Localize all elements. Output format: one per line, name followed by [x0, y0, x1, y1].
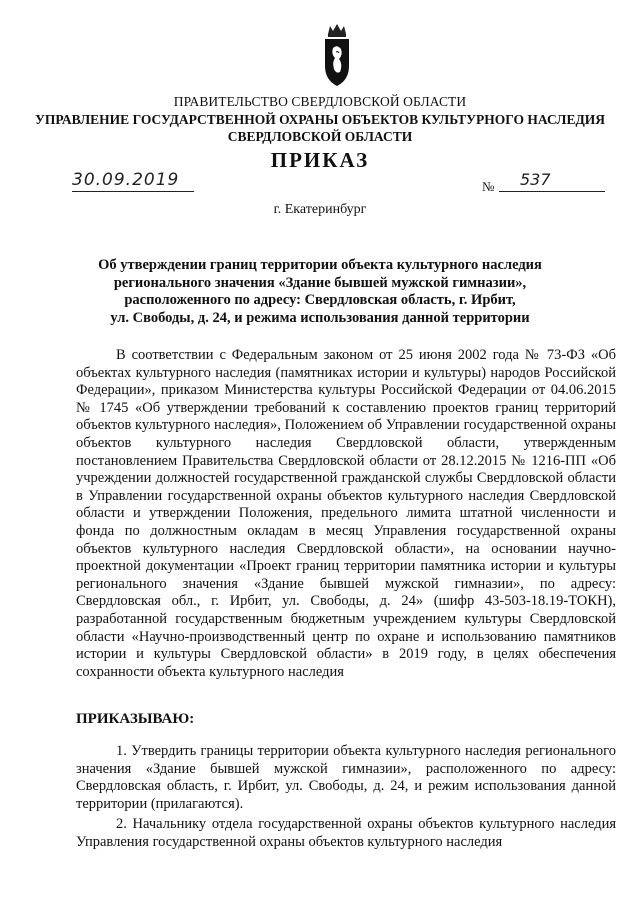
subject-line-2: регионального значения «Здание бывшей мужской гимназии», [113, 274, 527, 291]
department-line-1: УПРАВЛЕНИЕ ГОСУДАРСТВЕННОЙ ОХРАНЫ ОБЪЕКТОВ КУЛЬТУРНОГО НАСЛЕДИЯ [34, 112, 606, 127]
preamble-paragraph: В соответствии с Федеральным законом от 25 июня 2002 года № 73-ФЗ «Об объектах культурного наследия (памятниках истории и культуры) народов Российской Федерации», приказом Министерства культуры Российской Федерации от 04.06.2015 № 1745 «Об утверждении требований к составлению проектов границ территорий объектов культурного наследия», Положением об Управлении государственной охраны объектов культурного наследия Свердловской области, утвержденным постановлением Правительства Свердловской области от 28.12.2015 № 1216-ПП «Об учреждении должностей государственной гражданской службы Свердловской области в Управлении государственной охраны объектов культурного наследия Свердловской области и утверждении Положения, предельного лимита штатной численности и фонда по должностным окладам в месяц Управления государственной охраны объектов культурного наследия Свердловской области», на основании научно-проектной документации «Проект границ территории памятника истории и культуры регионального значения «Здание бывшей мужской гимназии», по адресу: Свердловская обл., г. Ирбит, ул. Свободы, д. 24» (шифр 43-503-18.19-ТОКН), разработанной государственным бюджетным учреждением культуры Свердловской области «Научно-производственный центр по охране и использованию памятников истории и культуры Свердловской области» в 2019 году, в целях обеспечения сохранности объекта культурного наследия [76, 347, 616, 680]
document-type-title: ПРИКАЗ [270, 148, 370, 172]
order-item-2: 2. Начальнику отдела государственной охраны объектов культурного наследия Управления государственной охраны объектов культурного наследия [76, 816, 616, 850]
subject-line-4: ул. Свободы, д. 24, и режима использования данной территории [110, 309, 530, 326]
number-label: № [482, 179, 495, 194]
city-name: г. Екатеринбург [273, 202, 367, 217]
ordering-word: ПРИКАЗЫВАЮ: [76, 711, 195, 727]
order-number: 537 [520, 170, 551, 189]
department-line-2: СВЕРДЛОВСКОЙ ОБЛАСТИ [227, 129, 413, 144]
date-underline [72, 191, 194, 192]
coat-of-arms-icon [322, 22, 352, 90]
number-underline [499, 191, 605, 192]
subject-line-1: Об утверждении границ территории объекта культурного наследия [98, 257, 542, 273]
order-subject [0, 257, 640, 327]
department-name [0, 111, 640, 145]
order-item-1: 1. Утвердить границы территории объекта культурного наследия регионального значения «Здание бывшей мужской гимназии», расположенного по адресу: Свердловская область, г. Ирбит, ул. Свободы, д. 24, и режим использования данной территории (прилагаются). [76, 743, 616, 812]
government-name: ПРАВИТЕЛЬСТВО СВЕРДЛОВСКОЙ ОБЛАСТИ [173, 94, 467, 109]
order-items [76, 743, 616, 855]
preamble-section [76, 347, 616, 681]
order-date: 30.09.2019 [72, 170, 180, 190]
subject-line-3: расположенного по адресу: Свердловская область, г. Ирбит, [124, 292, 516, 308]
